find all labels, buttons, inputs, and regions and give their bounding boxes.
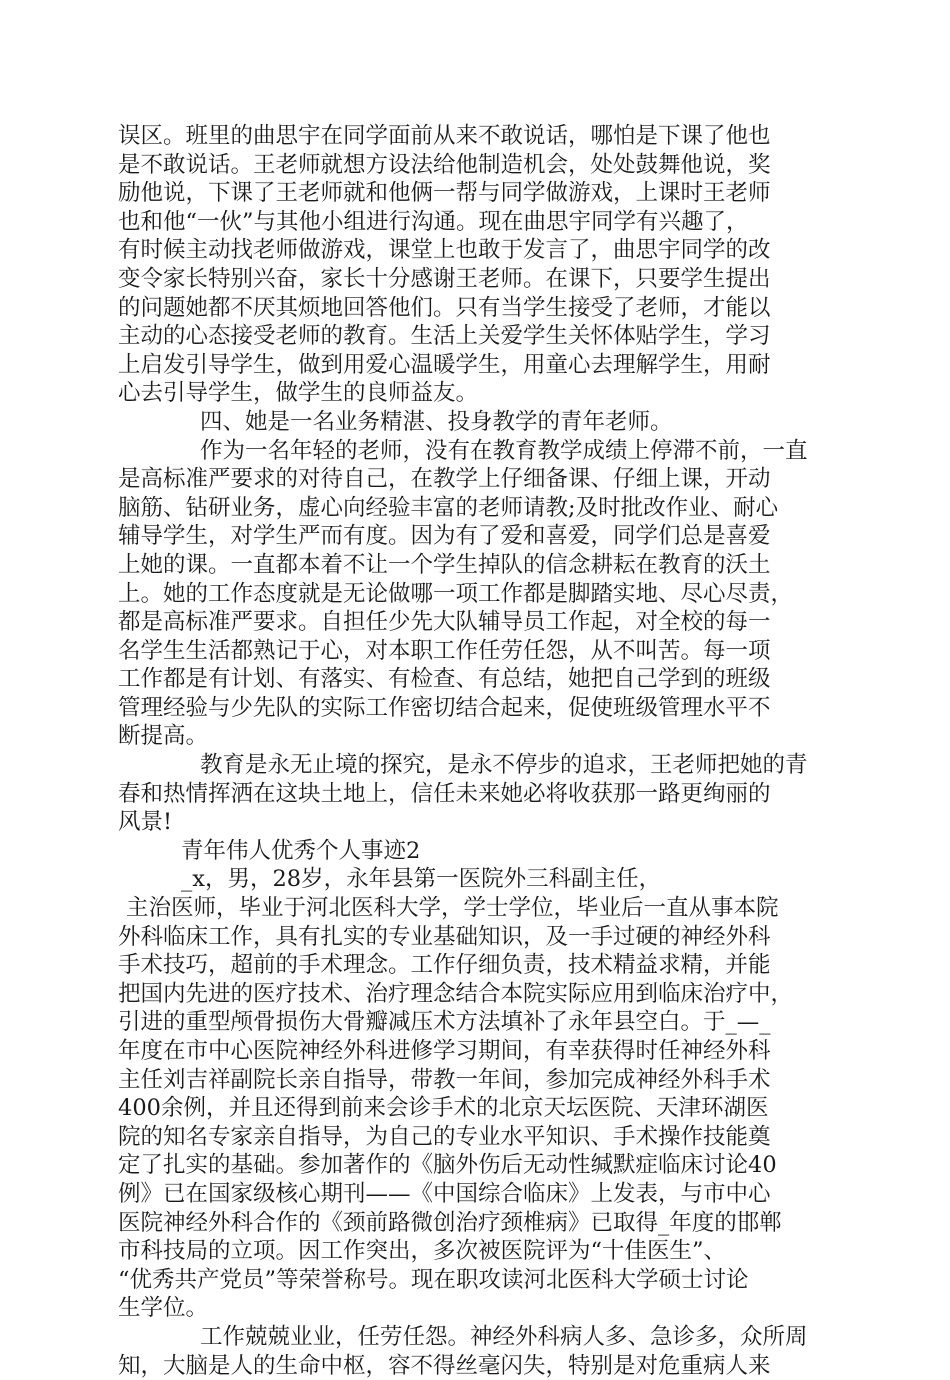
text-line: 作为一名年轻的老师，没有在教育教学成绩上停滞不前，一直	[200, 437, 808, 464]
text-line: 风景!	[118, 809, 173, 836]
text-line: 工作都是有计划、有落实、有检查、有总结，她把自己学到的班级	[118, 666, 771, 693]
text-line: 教育是永无止境的探究，是永不停步的追求，王老师把她的青	[200, 752, 808, 779]
text-line: 工作兢兢业业，任劳任怨。神经外科病人多、急诊多，众所周	[200, 1323, 808, 1350]
section-heading: 四、她是一名业务精湛、投身教学的青年老师。	[200, 408, 673, 435]
text-line: 手术技巧，超前的手术理念。工作仔细负责，技术精益求精，并能	[118, 952, 771, 979]
text-line: 主任刘吉祥副院长亲自指导，带教一年间，参加完成神经外科手术	[118, 1066, 771, 1093]
text-line: 辅导学生，对学生严而有度。因为有了爱和喜爱，同学们总是喜爱	[118, 523, 771, 550]
text-line: 400余例，并且还得到前来会诊手术的北京天坛医院、天津环湖医	[118, 1095, 769, 1122]
text-line: 上她的课。一直都本着不让一个学生掉队的信念耕耘在教育的沃土	[118, 551, 771, 578]
text-line: 院的知名专家亲自指导，为自己的专业水平知识、手术操作技能奠	[118, 1123, 771, 1150]
text-line: 年度在市中心医院神经外科进修学习期间，有幸获得时任神经外科	[118, 1038, 771, 1064]
text-line: 生学位。	[118, 1295, 209, 1322]
text-line: 知，大脑是人的生命中枢，容不得丝毫闪失，特别是对危重病人来	[118, 1352, 771, 1379]
text-line: 引进的重型颅骨损伤大骨瓣减压术方法填补了永年县空白。于_—_	[118, 1009, 771, 1036]
text-line: 误区。班里的曲思宇在同学面前从来不敢说话，哪怕是下课了他也	[118, 123, 771, 149]
text-line: 脑筋、钻研业务，虚心向经验丰富的老师请教;及时批改作业、耐心	[118, 494, 779, 521]
text-line: 定了扎实的基础。参加著作的《脑外伤后无动性缄默症临床讨论40	[118, 1152, 777, 1179]
text-line: 主治医师，毕业于河北医科大学，学士学位，毕业后一直从事本院	[126, 895, 779, 922]
text-line: “优秀共产党员”等荣誉称号。现在职攻读河北医科大学硕士讨论	[118, 1266, 749, 1293]
text-line: _x，男，28岁，永年县第一医院外三科副主任，	[181, 866, 662, 893]
text-line: 主动的心态接受老师的教育。生活上关爱学生关怀体贴学生，学习	[118, 323, 771, 350]
text-line: 名学生生活都熟记于心，对本职工作任劳任怨，从不叫苦。每一项	[118, 637, 771, 664]
text-line: 上启发引导学生，做到用爱心温暖学生，用童心去理解学生，用耐	[118, 351, 771, 378]
text-line: 是不敢说话。王老师就想方设法给他制造机会，处处鼓舞他说，奖	[118, 151, 771, 178]
text-line: 春和热情挥洒在这块土地上，信任未来她必将收获那一路更绚丽的	[118, 780, 771, 807]
text-line: 例》已在国家级核心期刊——《中国综合临床》上发表，与市中心	[118, 1180, 771, 1207]
text-line: 上。她的工作态度就是无论做哪一项工作都是脚踏实地、尽心尽责，	[118, 580, 794, 607]
document-body	[118, 122, 818, 1380]
article-title: 青年伟人优秀个人事迹2	[181, 837, 421, 864]
text-line: 管理经验与少先队的实际工作密切结合起来，促使班级管理水平不	[118, 694, 771, 721]
text-line: 变令家长特别兴奋，家长十分感谢王老师。在课下，只要学生提出	[118, 265, 771, 292]
text-line: 都是高标准严要求。自担任少先大队辅导员工作起，对全校的每一	[118, 609, 771, 636]
text-line: 也和他“一伙”与其他小组进行沟通。现在曲思宇同学有兴趣了，	[118, 208, 749, 235]
text-line: 是高标准严要求的对待自己，在教学上仔细备课、仔细上课，开动	[118, 466, 771, 493]
text-line: 断提高。	[118, 723, 209, 750]
text-line: 的问题她都不厌其烦地回答他们。只有当学生接受了老师，才能以	[118, 294, 771, 321]
text-line: 外科临床工作，具有扎实的专业基础知识，及一手过硬的神经外科	[118, 923, 771, 950]
text-line: 把国内先进的医疗技术、治疗理念结合本院实际应用到临床治疗中，	[118, 980, 794, 1007]
text-line: 有时候主动找老师做游戏，课堂上也敢于发言了，曲思宇同学的改	[118, 237, 771, 264]
text-line: 市科技局的立项。因工作突出，多次被医院评为“十佳医生”、	[118, 1238, 727, 1265]
text-line: 励他说，下课了王老师就和他俩一帮与同学做游戏，上课时王老师	[118, 180, 771, 207]
text-line: 心去引导学生，做学生的良师益友。	[118, 380, 479, 407]
text-line: 医院神经外科合作的《颈前路微创治疗颈椎病》已取得_年度的邯郸	[118, 1209, 782, 1236]
